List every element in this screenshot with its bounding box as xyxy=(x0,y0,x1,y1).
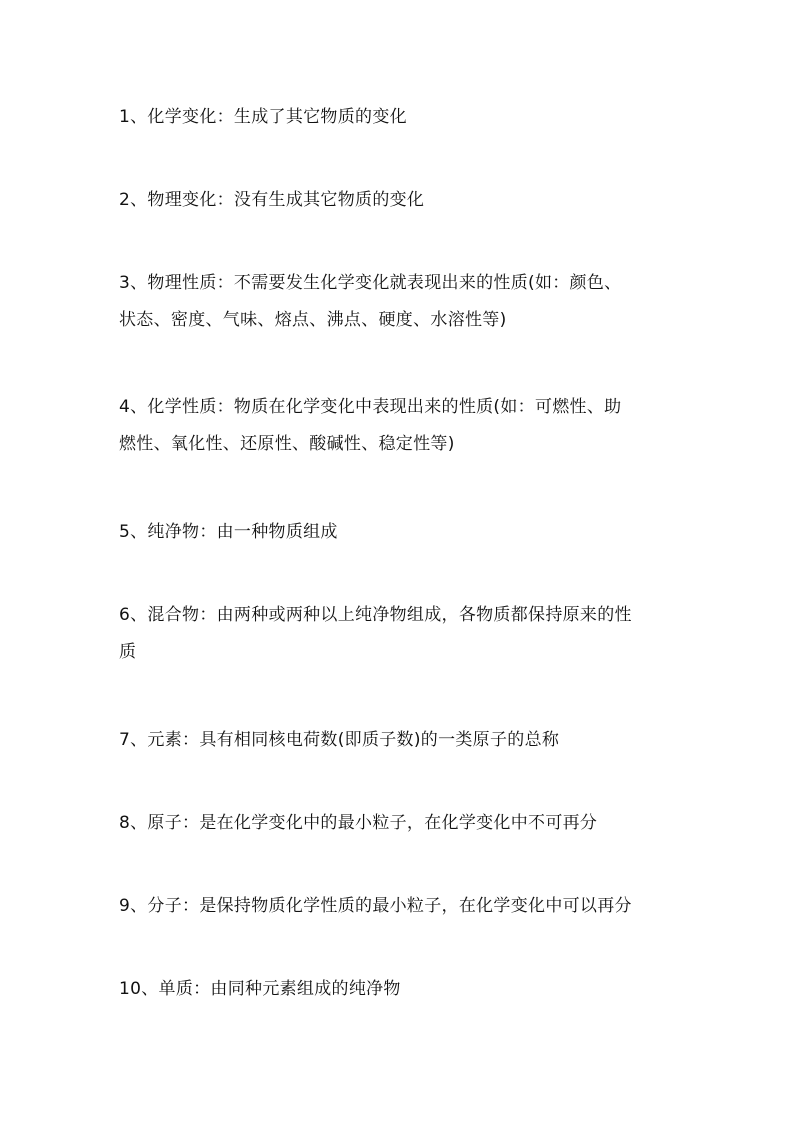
definition-entry-9 xyxy=(119,888,699,925)
entry-line: 8、原子：是在化学变化中的最小粒子，在化学变化中不可再分 xyxy=(119,813,598,833)
definition-entry-5 xyxy=(119,514,699,551)
entry-line: 2、物理变化：没有生成其它物质的变化 xyxy=(119,190,425,210)
definition-entry-7 xyxy=(119,722,699,759)
entry-line: 1、化学变化：生成了其它物质的变化 xyxy=(119,107,407,127)
entry-line: 质 xyxy=(119,642,137,662)
entry-line: 9、分子：是保持物质化学性质的最小粒子，在化学变化中可以再分 xyxy=(119,896,632,916)
entry-line: 10、单质：由同种元素组成的纯净物 xyxy=(119,979,401,999)
definition-entry-3 xyxy=(119,265,699,339)
entry-line: 3、物理性质：不需要发生化学变化就表现出来的性质(如：颜色、 xyxy=(119,273,622,293)
entry-line: 6、混合物：由两种或两种以上纯净物组成，各物质都保持原来的性 xyxy=(119,605,632,625)
entry-line: 状态、密度、气味、熔点、沸点、硬度、水溶性等) xyxy=(119,310,507,330)
definition-entry-4 xyxy=(119,389,699,463)
definition-entry-8 xyxy=(119,805,699,842)
entry-line: 7、元素：具有相同核电荷数(即质子数)的一类原子的总称 xyxy=(119,730,560,750)
definition-entry-2 xyxy=(119,182,699,219)
definition-entry-6 xyxy=(119,597,699,671)
entry-line: 5、纯净物：由一种物质组成 xyxy=(119,522,338,542)
entry-line: 燃性、氧化性、还原性、酸碱性、稳定性等) xyxy=(119,434,455,454)
definition-entry-1 xyxy=(119,99,699,136)
entry-line: 4、化学性质：物质在化学变化中表现出来的性质(如：可燃性、助 xyxy=(119,397,622,417)
definition-entry-10 xyxy=(119,971,699,1008)
